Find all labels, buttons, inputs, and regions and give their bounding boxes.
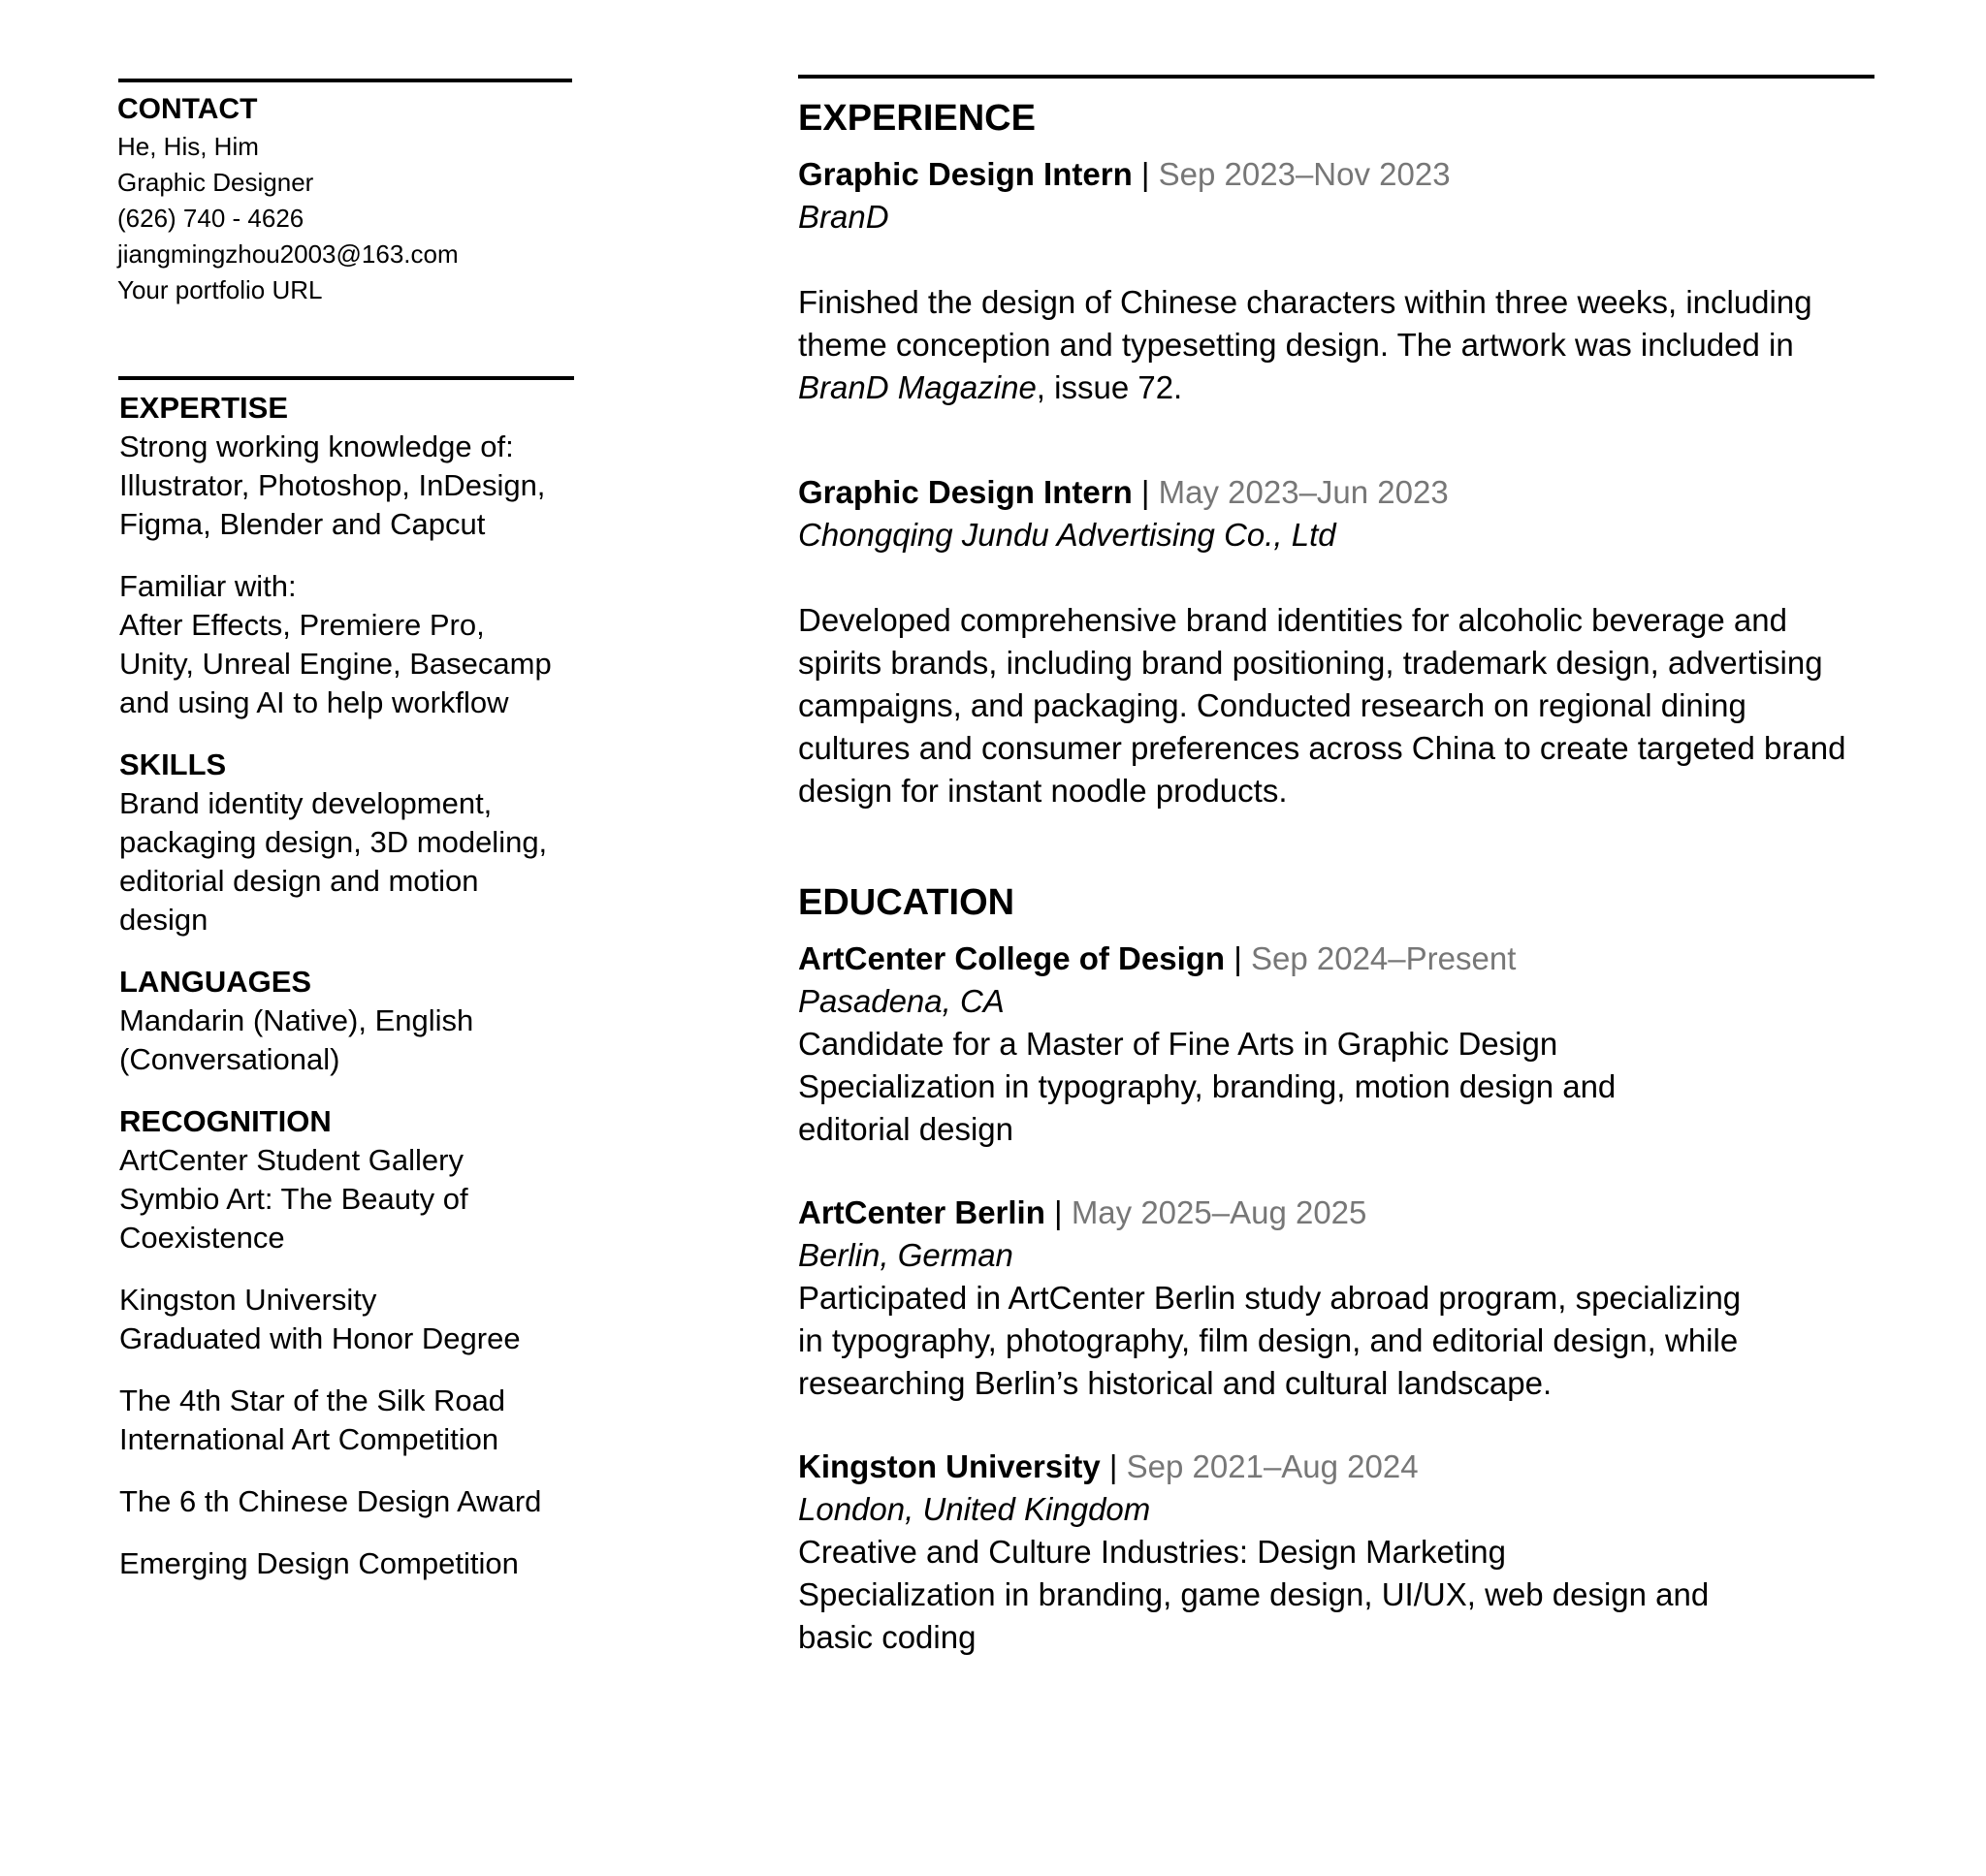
entry-line: Creative and Culture Industries: Design Marketing — [798, 1534, 1507, 1570]
entry-date: Sep 2021–Aug 2024 — [1126, 1448, 1419, 1484]
expertise-heading: EXPERTISE — [119, 391, 288, 425]
recognition-item: The 4th Star of the Silk Road — [119, 1383, 506, 1417]
entry-desc-line: Developed comprehensive brand identities for alcoholic beverage and — [798, 602, 1787, 638]
entry-title — [798, 153, 1894, 196]
experience-heading: EXPERIENCE — [798, 98, 1036, 139]
experience-divider — [798, 75, 1874, 79]
entry-place: Pasadena, CA — [798, 983, 1005, 1019]
entry-desc-line: Finished the design of Chinese characters within three weeks, including — [798, 284, 1812, 320]
recognition-item: International Art Competition — [119, 1422, 499, 1456]
recognition-item: The 6 th Chinese Design Award — [119, 1484, 542, 1518]
entry-line: Specialization in typography, branding, motion design and — [798, 1068, 1617, 1104]
recognition-heading: RECOGNITION — [119, 1104, 332, 1138]
entry-desc-line — [798, 366, 1894, 409]
entry-school: Kingston University — [798, 1448, 1101, 1484]
entry-place: Berlin, German — [798, 1237, 1013, 1273]
entry-date: May 2025–Aug 2025 — [1071, 1194, 1367, 1230]
education-entry — [798, 938, 1894, 1151]
languages-line: Mandarin (Native), English — [119, 1003, 474, 1037]
entry-line: basic coding — [798, 1619, 977, 1655]
recognition-item: Symbio Art: The Beauty of — [119, 1182, 468, 1216]
entry-date: Sep 2024–Present — [1250, 940, 1517, 976]
entry-title — [798, 1446, 1894, 1488]
education-heading: EDUCATION — [798, 882, 1015, 923]
expertise-divider — [118, 376, 574, 380]
entry-place: London, United Kingdom — [798, 1491, 1151, 1527]
contact-divider — [118, 79, 572, 82]
contact-email: jiangmingzhou2003@163.com — [117, 239, 459, 269]
entry-desc-line: theme conception and typesetting design. The artwork was included in — [798, 327, 1794, 363]
skills-line: Brand identity development, — [119, 786, 493, 820]
entry-line: in typography, photography, film design, and editorial design, while — [798, 1322, 1739, 1358]
recognition-item: Kingston University — [119, 1283, 377, 1317]
skills-section — [119, 746, 585, 939]
entry-line: Participated in ArtCenter Berlin study abroad program, specializing — [798, 1280, 1742, 1316]
expertise-line: After Effects, Premiere Pro, — [119, 608, 485, 642]
entry-separator: | — [1132, 156, 1159, 192]
entry-title — [798, 1192, 1894, 1234]
entry-date: May 2023–Jun 2023 — [1158, 474, 1449, 510]
contact-phone: (626) 740 - 4626 — [117, 204, 304, 233]
entry-line: researching Berlin’s historical and cultural landscape. — [798, 1365, 1553, 1401]
recognition-item: Coexistence — [119, 1221, 285, 1255]
magazine-name: BranD Magazine — [798, 369, 1037, 405]
expertise-line: Strong working knowledge of: — [119, 429, 514, 463]
expertise-line: and using AI to help workflow — [119, 685, 509, 719]
entry-desc-line: design for instant noodle products. — [798, 773, 1288, 809]
entry-date: Sep 2023–Nov 2023 — [1158, 156, 1451, 192]
skills-heading: SKILLS — [119, 747, 227, 781]
left-column — [119, 389, 585, 1606]
entry-separator: | — [1100, 1448, 1127, 1484]
contact-section — [117, 90, 573, 308]
entry-separator: | — [1044, 1194, 1072, 1230]
entry-role: Graphic Design Intern — [798, 156, 1133, 192]
entry-separator: | — [1225, 940, 1251, 976]
contact-lines — [117, 129, 573, 308]
languages-heading: LANGUAGES — [119, 965, 312, 999]
recognition-item: Emerging Design Competition — [119, 1546, 519, 1580]
entry-line: editorial design — [798, 1111, 1013, 1147]
recognition-section — [119, 1102, 585, 1583]
entry-separator: | — [1132, 474, 1159, 510]
entry-desc-line: cultures and consumer preferences across China to create targeted brand — [798, 730, 1846, 766]
recognition-item: Graduated with Honor Degree — [119, 1321, 521, 1355]
entry-org: Chongqing Jundu Advertising Co., Ltd — [798, 517, 1336, 553]
contact-heading: CONTACT — [117, 93, 258, 125]
contact-portfolio: Your portfolio URL — [117, 275, 323, 304]
entry-school: ArtCenter College of Design — [798, 940, 1226, 976]
recognition-item: ArtCenter Student Gallery — [119, 1143, 464, 1177]
experience-entry — [798, 153, 1894, 409]
education-section — [798, 879, 1894, 1659]
skills-line: design — [119, 903, 208, 937]
expertise-line: Figma, Blender and Capcut — [119, 507, 486, 541]
languages-section — [119, 963, 585, 1079]
contact-title: Graphic Designer — [117, 168, 314, 197]
skills-line: packaging design, 3D modeling, — [119, 825, 548, 859]
entry-desc-rest: , issue 72. — [1036, 369, 1183, 405]
expertise-section — [119, 389, 585, 722]
skills-line: editorial design and motion — [119, 864, 479, 898]
expertise-line: Familiar with: — [119, 569, 297, 603]
entry-desc-line: spirits brands, including brand positioning, trademark design, advertising — [798, 645, 1823, 681]
entry-line: Candidate for a Master of Fine Arts in Graphic Design — [798, 1026, 1558, 1062]
entry-org: BranD — [798, 199, 889, 235]
entry-line: Specialization in branding, game design, UI/UX, web design and — [798, 1576, 1710, 1612]
entry-title — [798, 938, 1894, 980]
expertise-line: Unity, Unreal Engine, Basecamp — [119, 647, 552, 681]
languages-line: (Conversational) — [119, 1042, 340, 1076]
entry-desc-line: campaigns, and packaging. Conducted research on regional dining — [798, 687, 1746, 723]
contact-pronouns: He, His, Him — [117, 132, 259, 161]
experience-entry — [798, 471, 1894, 812]
expertise-line: Illustrator, Photoshop, InDesign, — [119, 468, 546, 502]
entry-role: Graphic Design Intern — [798, 474, 1133, 510]
experience-section — [798, 95, 1894, 812]
entry-title — [798, 471, 1894, 514]
education-entry — [798, 1446, 1894, 1659]
education-entry — [798, 1192, 1894, 1405]
entry-school: ArtCenter Berlin — [798, 1194, 1045, 1230]
